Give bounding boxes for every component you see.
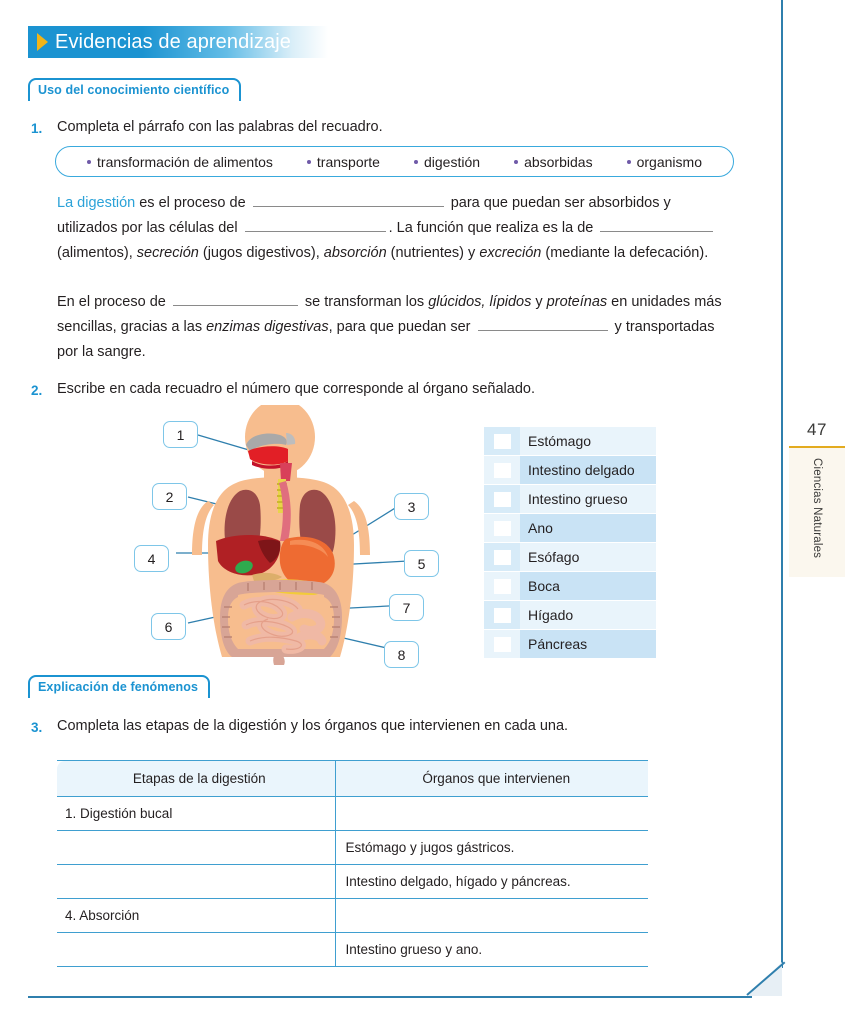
answer-blank-4[interactable] xyxy=(173,292,298,306)
word-bank-label: organismo xyxy=(636,153,702,170)
word-bank-item[interactable] xyxy=(87,154,273,170)
page-number: 47 xyxy=(807,420,827,439)
tab-explicacion-de-fenomenos xyxy=(28,675,210,698)
paragraph-text: en unidades más sencillas, gracias a las xyxy=(57,294,722,335)
page-corner-fold xyxy=(748,962,784,998)
question-1-number: 1. xyxy=(31,121,43,136)
organ-answer-box[interactable] xyxy=(484,456,520,484)
paragraph-text: y xyxy=(531,294,547,310)
word-bank xyxy=(55,146,734,177)
tab-label: Explicación de fenómenos xyxy=(38,680,199,694)
section-banner xyxy=(28,26,328,58)
paragraph-text: (alimentos), xyxy=(57,245,137,261)
organ-row[interactable] xyxy=(484,485,656,513)
word-bank-item[interactable] xyxy=(627,154,702,170)
question-3-prompt: Completa las etapas de la digestión y los órganos que intervienen en cada una. xyxy=(57,718,569,734)
question-2-number: 2. xyxy=(31,383,43,398)
table-row[interactable] xyxy=(57,797,648,831)
paragraph-text: es el proceso de xyxy=(135,195,250,211)
paragraph-text: En el proceso de xyxy=(57,294,170,310)
bullet-icon xyxy=(627,160,631,164)
organ-label: Estómago xyxy=(520,427,656,455)
callout-4[interactable] xyxy=(134,545,169,572)
organ-row[interactable] xyxy=(484,630,656,658)
word-bank-item[interactable] xyxy=(307,154,380,170)
paragraph-emphasis: secreción xyxy=(136,245,199,261)
table-cell-organs[interactable] xyxy=(335,899,648,933)
organ-answer-list xyxy=(484,427,656,659)
bullet-icon xyxy=(514,160,518,164)
table-cell-stage[interactable]: 1. Digestión bucal xyxy=(57,797,335,831)
answer-blank-1[interactable] xyxy=(253,193,444,207)
fill-in-paragraph-2 xyxy=(57,290,723,365)
callout-number: 2 xyxy=(165,488,174,505)
highlighted-term: La digestión xyxy=(57,195,136,211)
table-row[interactable] xyxy=(57,831,648,865)
subject-label: Ciencias Naturales xyxy=(811,458,823,559)
organ-answer-box[interactable] xyxy=(484,572,520,600)
tab-uso-conocimiento-cientifico xyxy=(28,78,241,101)
organ-label: Páncreas xyxy=(520,630,656,658)
table-row[interactable] xyxy=(57,933,648,967)
bullet-icon xyxy=(414,160,418,164)
callout-number: 7 xyxy=(402,599,411,616)
callout-number: 3 xyxy=(407,498,416,515)
paragraph-emphasis: proteínas xyxy=(546,294,608,310)
bullet-icon xyxy=(307,160,311,164)
question-3-number: 3. xyxy=(31,720,43,735)
table-cell-organs[interactable]: Estómago y jugos gástricos. xyxy=(335,831,648,865)
table-cell-organs[interactable]: Intestino delgado, hígado y páncreas. xyxy=(335,865,648,899)
organ-answer-box[interactable] xyxy=(484,543,520,571)
organ-row[interactable] xyxy=(484,514,656,542)
bullet-icon xyxy=(87,160,91,164)
paragraph-text: (jugos digestivos), xyxy=(198,245,324,261)
table-cell-stage[interactable]: 4. Absorción xyxy=(57,899,335,933)
answer-blank-2[interactable] xyxy=(245,218,386,232)
arrow-icon xyxy=(37,33,48,51)
margin-column xyxy=(789,420,845,577)
paragraph-text: para que puedan ser absorbidos y utilizados por las células del xyxy=(57,195,671,236)
word-bank-label: absorbidas xyxy=(524,153,593,170)
word-bank-label: transporte xyxy=(316,153,380,170)
paragraph-text: . La función que realiza es la de xyxy=(388,220,598,236)
organ-answer-box[interactable] xyxy=(484,427,520,455)
word-bank-label: digestión xyxy=(424,153,481,170)
organ-answer-box[interactable] xyxy=(484,514,520,542)
banner-title: Evidencias de aprendizaje xyxy=(55,30,291,53)
organ-row[interactable] xyxy=(484,456,656,484)
organ-answer-box[interactable] xyxy=(484,601,520,629)
question-1-prompt: Completa el párrafo con las palabras del recuadro. xyxy=(57,119,383,135)
table-cell-organs[interactable] xyxy=(335,797,648,831)
organ-label: Intestino grueso xyxy=(520,485,656,513)
table-row[interactable] xyxy=(57,865,648,899)
callout-7[interactable] xyxy=(389,594,424,621)
callout-5[interactable] xyxy=(404,550,439,577)
paragraph-text: (mediante la defecación). xyxy=(541,245,709,261)
callout-1[interactable] xyxy=(163,421,198,448)
organ-answer-box[interactable] xyxy=(484,630,520,658)
word-bank-item[interactable] xyxy=(414,154,480,170)
callout-number: 4 xyxy=(147,550,156,567)
question-2-prompt: Escribe en cada recuadro el número que corresponde al órgano señalado. xyxy=(57,381,536,397)
paragraph-emphasis: absorción xyxy=(323,245,387,261)
table-cell-stage[interactable] xyxy=(57,865,335,899)
organ-row[interactable] xyxy=(484,543,656,571)
organ-label: Ano xyxy=(520,514,656,542)
callout-8[interactable] xyxy=(384,641,419,668)
page-border-vertical xyxy=(781,0,783,968)
organ-row[interactable] xyxy=(484,572,656,600)
callout-2[interactable] xyxy=(152,483,187,510)
paragraph-text: se transforman los xyxy=(300,294,429,310)
paragraph-text: , para que puedan ser xyxy=(328,319,475,335)
tab-label: Uso del conocimiento científico xyxy=(38,83,230,97)
table-header-organs: Órganos que intervienen xyxy=(335,761,648,797)
paragraph-text: y transportadas por la sangre. xyxy=(57,319,715,360)
callout-6[interactable] xyxy=(151,613,186,640)
answer-blank-5[interactable] xyxy=(478,317,608,331)
word-bank-item[interactable] xyxy=(514,154,593,170)
organ-row[interactable] xyxy=(484,427,656,455)
word-bank-label: transformación de alimentos xyxy=(97,153,273,170)
organ-label: Hígado xyxy=(520,601,656,629)
organ-label: Esófago xyxy=(520,543,656,571)
paragraph-emphasis: enzimas digestivas xyxy=(206,319,329,335)
callout-number: 8 xyxy=(397,646,406,663)
paragraph-text: (nutrientes) y xyxy=(386,245,480,261)
page-border-horizontal xyxy=(28,996,752,998)
digestion-stages-table xyxy=(57,760,648,967)
table-cell-stage[interactable] xyxy=(57,831,335,865)
callout-number: 5 xyxy=(417,555,426,572)
paragraph-emphasis: excreción xyxy=(479,245,542,261)
callout-number: 6 xyxy=(164,618,173,635)
organ-label: Intestino delgado xyxy=(520,456,656,484)
table-header-row xyxy=(57,761,648,797)
callout-3[interactable] xyxy=(394,493,429,520)
subject-strip xyxy=(789,448,845,577)
organ-answer-box[interactable] xyxy=(484,485,520,513)
organ-row[interactable] xyxy=(484,601,656,629)
table-cell-stage[interactable] xyxy=(57,933,335,967)
organ-label: Boca xyxy=(520,572,656,600)
paragraph-emphasis: glúcidos, lípidos xyxy=(428,294,532,310)
table-cell-organs[interactable]: Intestino grueso y ano. xyxy=(335,933,648,967)
callout-number: 1 xyxy=(176,426,185,443)
table-header-stages: Etapas de la digestión xyxy=(57,761,335,797)
fill-in-paragraph-1 xyxy=(57,191,723,266)
answer-blank-3[interactable] xyxy=(600,218,713,232)
table-row[interactable] xyxy=(57,899,648,933)
